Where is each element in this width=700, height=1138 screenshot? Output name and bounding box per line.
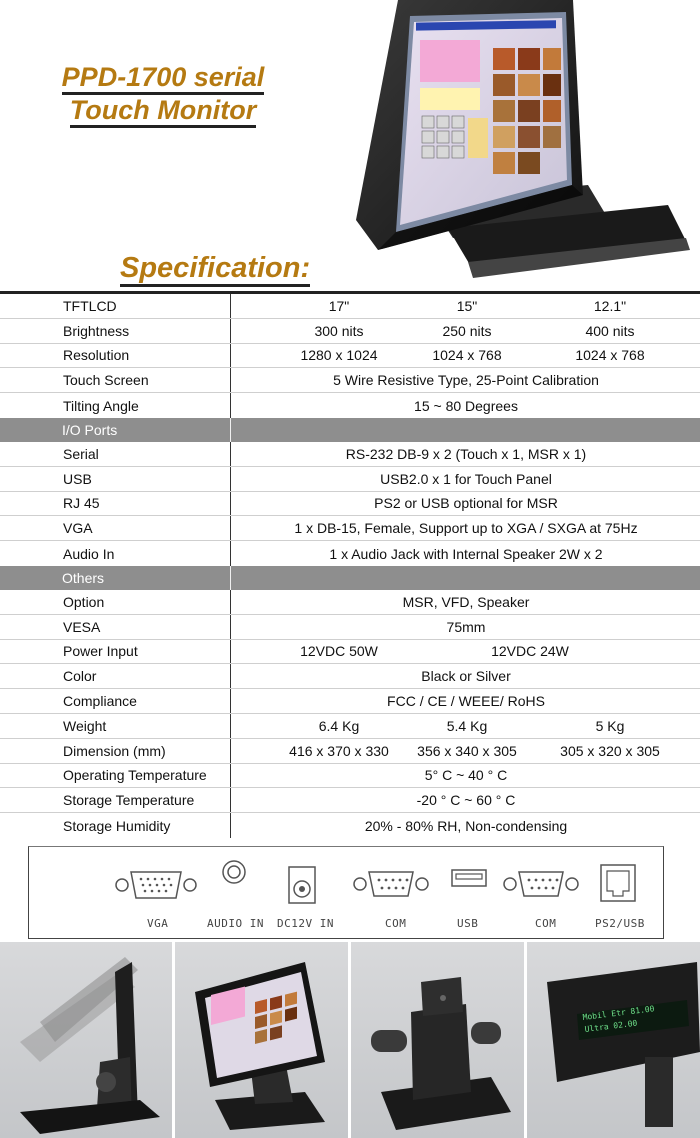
column-divider [230, 516, 231, 540]
column-divider [230, 467, 231, 491]
spec-row-touch-screen [0, 368, 700, 393]
spec-row-usb [0, 467, 700, 492]
spec-value-15: 1024 x 768 [432, 347, 502, 364]
spec-row-dimension [0, 739, 700, 764]
column-divider [230, 788, 231, 812]
stand-rear-photo [351, 942, 524, 1138]
spec-value-17: 12VDC 50W [300, 643, 378, 660]
column-divider [230, 541, 231, 566]
spec-label: Dimension (mm) [63, 742, 166, 759]
spec-row-tftlcd [0, 294, 700, 319]
spec-value: Black or Silver [421, 668, 511, 685]
spec-value: 20% - 80% RH, Non-condensing [364, 817, 568, 834]
spec-value-15: 250 nits [442, 322, 492, 339]
column-divider [230, 689, 231, 713]
vga-port-icon [115, 867, 197, 903]
spec-label: Resolution [63, 347, 130, 364]
column-divider [230, 714, 231, 738]
spec-value: USB2.0 x 1 for Touch Panel [380, 470, 552, 487]
column-divider [230, 368, 231, 392]
com-port-icon [503, 867, 579, 901]
spec-row-option [0, 590, 700, 615]
column-divider [230, 739, 231, 763]
port-label-ps2-usb: PS2/USB [595, 917, 645, 930]
column-divider [230, 664, 231, 688]
spec-value-17: 300 nits [314, 322, 364, 339]
spec-value-12: 1024 x 768 [575, 347, 645, 364]
spec-value: 15 ~ 80 Degrees [414, 397, 518, 414]
spec-value-17: 6.4 Kg [318, 717, 360, 734]
spec-label: RJ 45 [63, 495, 100, 512]
spec-value: -20 ° C ~ 60 ° C [416, 792, 516, 809]
rj45-port-icon [599, 863, 637, 903]
vfd-display-photo [527, 942, 700, 1138]
spec-value-15: 15" [456, 297, 478, 314]
spec-label: Option [63, 593, 105, 610]
port-label-usb: USB [457, 917, 479, 930]
spec-row-serial [0, 442, 700, 467]
com-port-icon [353, 867, 429, 901]
spec-label: Serial [63, 445, 99, 462]
spec-label: Audio In [63, 545, 115, 562]
port-label-com-1: COM [385, 917, 407, 930]
spec-row-storage-humidity [0, 813, 700, 838]
column-divider [230, 418, 231, 442]
usb-port-icon [451, 869, 487, 887]
spec-row-brightness [0, 319, 700, 344]
dc-power-jack-icon [287, 865, 317, 905]
spec-value-15: 5.4 Kg [446, 717, 488, 734]
spec-value: MSR, VFD, Speaker [402, 593, 530, 610]
column-divider [230, 764, 231, 788]
column-divider [230, 492, 231, 516]
product-title [38, 62, 288, 128]
vfd-text-line2: Ultra 02.00 [584, 1018, 638, 1034]
section-label: Others [62, 569, 105, 586]
spec-value: 1 x Audio Jack with Internal Speaker 2W x 2 [329, 545, 603, 562]
spec-value: 5 Wire Resistive Type, 25-Point Calibration [333, 372, 599, 389]
spec-value-15-12: 12VDC 24W [491, 643, 569, 660]
section-io-ports [0, 418, 700, 442]
spec-row-audio-in [0, 541, 700, 566]
spec-value: 5° C ~ 40 ° C [424, 767, 508, 784]
column-divider [230, 393, 231, 418]
vfd-text-line1: Mobil Etr 81.00 [582, 1004, 655, 1022]
spec-row-tilting-angle [0, 393, 700, 418]
photo-strip [0, 942, 700, 1138]
product-title-line2: Touch Monitor [70, 96, 256, 128]
spec-label: Color [63, 668, 97, 685]
spec-label: Operating Temperature [63, 767, 207, 784]
spec-label: VESA [63, 618, 101, 635]
spec-label: Touch Screen [63, 372, 149, 389]
spec-label: VGA [63, 520, 93, 537]
spec-row-operating-temperature [0, 764, 700, 789]
spec-value: FCC / CE / WEEE/ RoHS [387, 693, 545, 710]
port-label-dc-in: DC12V IN [277, 917, 334, 930]
spec-value-15: 356 x 340 x 305 [417, 742, 517, 759]
spec-value-12: 400 nits [585, 322, 635, 339]
spec-heading: Specification: [120, 252, 310, 284]
spec-value: 75mm [446, 618, 486, 635]
spec-label: Brightness [63, 322, 130, 339]
spec-label: Weight [63, 717, 107, 734]
spec-label: Tilting Angle [63, 397, 139, 414]
spec-row-resolution [0, 344, 700, 369]
port-label-vga: VGA [147, 917, 169, 930]
monitor-front-photo [175, 942, 348, 1138]
spec-value-12: 5 Kg [595, 717, 625, 734]
monitor-illustration [338, 0, 700, 290]
spec-row-color [0, 664, 700, 689]
column-divider [230, 590, 231, 614]
column-divider [230, 615, 231, 639]
spec-value-17: 1280 x 1024 [300, 347, 378, 364]
column-divider [230, 813, 231, 838]
section-others [0, 566, 700, 590]
spec-table [0, 291, 700, 838]
spec-row-vga [0, 516, 700, 541]
port-label-com-2: COM [535, 917, 557, 930]
product-title-line1: PPD-1700 serial [62, 63, 265, 95]
column-divider [230, 640, 231, 664]
section-label: I/O Ports [62, 421, 118, 438]
spec-value: PS2 or USB optional for MSR [374, 495, 558, 512]
header [0, 0, 700, 292]
column-divider [230, 294, 231, 318]
spec-label: Compliance [63, 693, 137, 710]
column-divider [230, 319, 231, 343]
connector-panel [28, 846, 664, 939]
spec-label: Storage Humidity [63, 817, 171, 834]
spec-value-12: 12.1" [593, 297, 627, 314]
port-label-audio-in: AUDIO IN [207, 917, 264, 930]
spec-value: RS-232 DB-9 x 2 (Touch x 1, MSR x 1) [345, 445, 587, 462]
tilt-range-photo [0, 942, 172, 1138]
spec-row-vesa [0, 615, 700, 640]
audio-jack-icon [221, 859, 247, 885]
column-divider [230, 344, 231, 368]
spec-value: 1 x DB-15, Female, Support up to XGA / SXGA at 75Hz [294, 520, 638, 537]
spec-label: Storage Temperature [63, 792, 195, 809]
spec-row-weight [0, 714, 700, 739]
spec-row-rj45 [0, 492, 700, 517]
spec-label: USB [63, 470, 92, 487]
spec-label: Power Input [63, 643, 138, 660]
spec-row-power-input [0, 640, 700, 665]
spec-row-compliance [0, 689, 700, 714]
spec-row-storage-temperature [0, 788, 700, 813]
spec-value-17: 416 x 370 x 330 [289, 742, 389, 759]
column-divider [230, 566, 231, 590]
spec-value-17: 17" [328, 297, 350, 314]
column-divider [230, 442, 231, 466]
spec-label: TFTLCD [63, 297, 117, 314]
spec-value-12: 305 x 320 x 305 [560, 742, 660, 759]
